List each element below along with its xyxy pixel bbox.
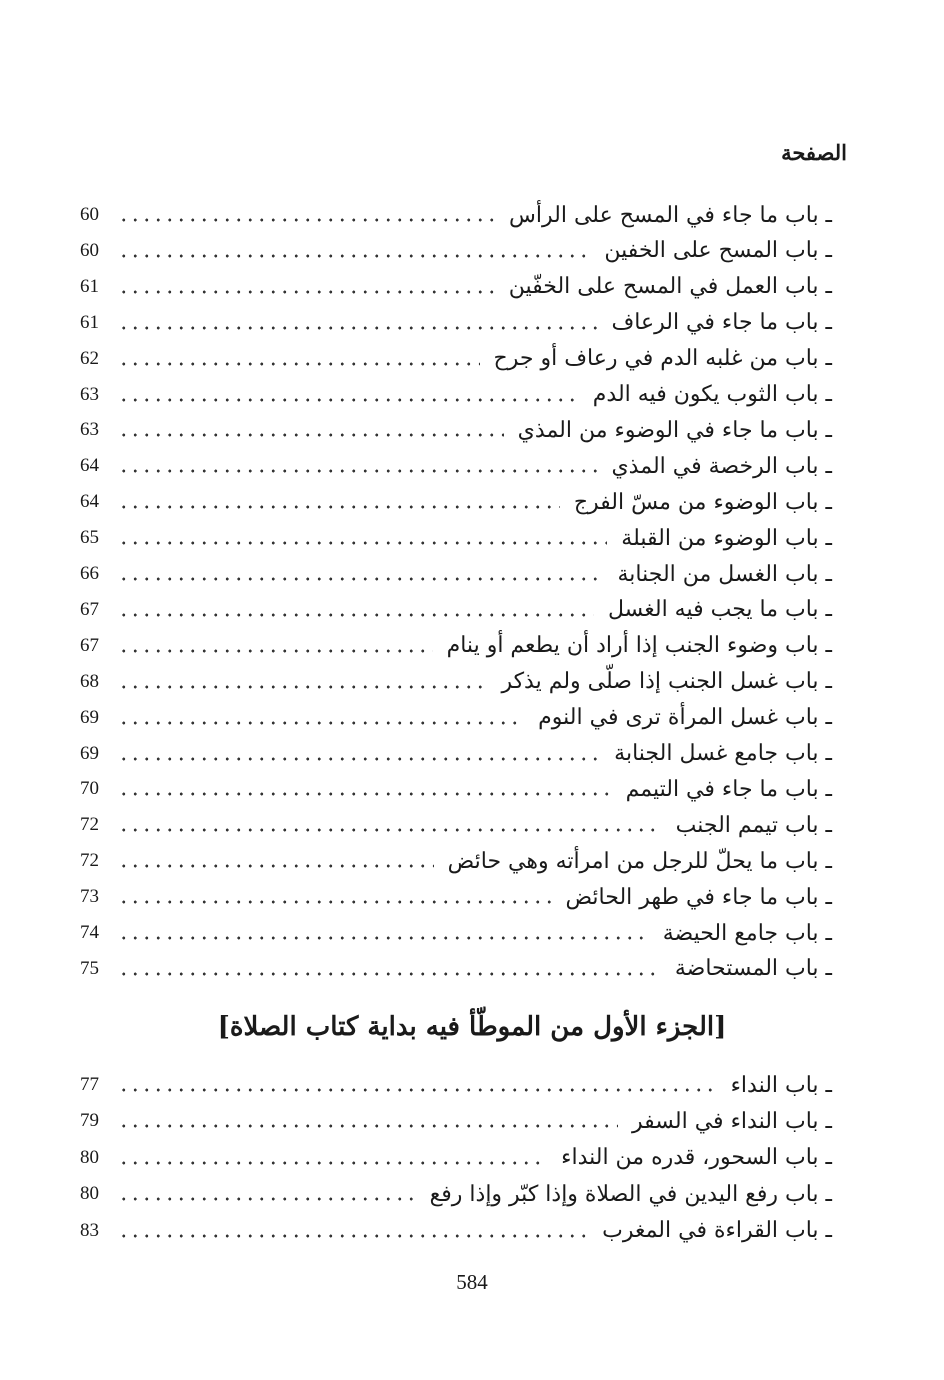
toc-entry bbox=[80, 952, 832, 986]
toc-entry-page-number: 64 bbox=[80, 455, 99, 477]
toc-entry-page-number: 65 bbox=[80, 527, 99, 549]
toc-entry bbox=[80, 1068, 832, 1102]
dot-leader bbox=[118, 577, 604, 581]
toc-entry bbox=[80, 413, 832, 447]
toc-entry bbox=[80, 1177, 832, 1211]
toc-entry-title: ـ باب العمل في المسح على الخفّين bbox=[508, 274, 832, 300]
toc-entry bbox=[80, 665, 832, 699]
toc-entry-title: ـ باب الرخصة في المذي bbox=[611, 453, 832, 479]
toc-entry bbox=[80, 306, 832, 340]
dot-leader bbox=[118, 433, 504, 437]
dot-leader bbox=[118, 757, 600, 761]
dot-leader bbox=[118, 541, 607, 545]
toc-entry-title: ـ باب ما جاء في المسح على الرأس bbox=[509, 202, 832, 228]
toc-entry bbox=[80, 270, 832, 304]
dot-leader bbox=[118, 936, 649, 940]
toc-entry-page-number: 67 bbox=[80, 634, 99, 656]
dot-leader bbox=[118, 792, 612, 796]
toc-entry-page-number: 73 bbox=[80, 886, 99, 908]
dot-leader bbox=[118, 1234, 588, 1238]
toc-entry bbox=[80, 772, 832, 806]
folio-page-number: 584 bbox=[456, 1270, 488, 1294]
toc-entry bbox=[80, 629, 832, 663]
toc-entry-page-number: 64 bbox=[80, 491, 99, 513]
toc-entry-page-number: 69 bbox=[80, 742, 99, 764]
toc-entry-title: ـ باب القراءة في المغرب bbox=[602, 1218, 832, 1244]
dot-leader bbox=[118, 1197, 416, 1201]
toc-entry bbox=[80, 1104, 832, 1138]
toc-entry-title: ـ باب النداء bbox=[730, 1072, 832, 1098]
toc-entry bbox=[80, 808, 832, 842]
toc-entry bbox=[80, 880, 832, 914]
toc-entry-page-number: 75 bbox=[80, 957, 99, 979]
toc-entry bbox=[80, 521, 832, 555]
toc-entry bbox=[80, 916, 832, 950]
dot-leader bbox=[118, 828, 662, 832]
toc-entry-page-number: 74 bbox=[80, 922, 99, 943]
toc-entry-page-number: 80 bbox=[80, 1146, 99, 1168]
toc-entry-title: ـ باب تيمم الجنب bbox=[675, 812, 832, 838]
toc-entry bbox=[80, 557, 832, 591]
dot-leader bbox=[118, 972, 661, 976]
toc-entry-title: ـ باب رفع اليدين في الصلاة وإذا كبّر وإذا رفع bbox=[429, 1181, 832, 1207]
toc-entry-title: ـ باب الوضوء من مسّ الفرج bbox=[573, 489, 832, 515]
dot-leader bbox=[118, 685, 487, 689]
toc-entry-title: ـ باب النداء في السفر bbox=[632, 1108, 832, 1134]
toc-entry-title: ـ باب جامع غسل الجنابة bbox=[614, 741, 832, 766]
dot-leader bbox=[118, 864, 434, 868]
toc-entry bbox=[80, 701, 832, 735]
toc-entry-page-number: 77 bbox=[80, 1074, 99, 1095]
toc-entry-page-number: 79 bbox=[80, 1110, 99, 1132]
toc-entry bbox=[80, 342, 832, 376]
page-column-label: الصفحة bbox=[781, 140, 847, 165]
toc-entry bbox=[80, 844, 832, 878]
toc-entry-title: ـ باب جامع الحيضة bbox=[662, 920, 832, 946]
dot-leader bbox=[118, 613, 594, 617]
toc-entry-page-number: 69 bbox=[80, 706, 99, 728]
toc-entry-page-number: 68 bbox=[80, 670, 99, 692]
dot-leader bbox=[118, 218, 495, 222]
dot-leader bbox=[118, 721, 524, 725]
toc-entry-title: ـ باب ما يجب فيه الغسل bbox=[607, 597, 832, 623]
toc-entry-page-number: 67 bbox=[80, 598, 99, 620]
toc-entry-page-number: 62 bbox=[80, 347, 99, 369]
toc-entry-page-number: 60 bbox=[80, 239, 99, 261]
toc-entry-title: ـ باب المسح على الخفين bbox=[604, 238, 832, 264]
toc-entry-title: ـ باب ما يحلّ للرجل من امرأته وهي حائض bbox=[447, 848, 832, 874]
dot-leader bbox=[118, 1124, 618, 1128]
toc-entry bbox=[80, 234, 832, 268]
toc-entry-page-number: 72 bbox=[80, 814, 99, 836]
dot-leader bbox=[118, 290, 495, 294]
toc-entry-page-number: 72 bbox=[80, 850, 99, 872]
toc-entry-title: ـ باب ما جاء في طهر الحائض bbox=[565, 884, 832, 910]
toc-entry-page-number: 63 bbox=[80, 419, 99, 441]
dot-leader bbox=[118, 398, 579, 402]
toc-entry-page-number: 80 bbox=[80, 1183, 99, 1205]
dot-leader bbox=[118, 900, 551, 904]
toc-entry-title: ـ باب الثوب يكون فيه الدم bbox=[592, 382, 832, 407]
toc-entry bbox=[80, 593, 832, 627]
toc-entry bbox=[80, 1214, 832, 1248]
toc-entry-title: ـ باب ما جاء في الرعاف bbox=[611, 310, 832, 336]
dot-leader bbox=[118, 505, 560, 509]
toc-entry-page-number: 66 bbox=[80, 563, 99, 584]
dot-leader bbox=[118, 362, 480, 366]
toc-entry-title: ـ باب وضوء الجنب إذا أراد أن يطعم أو ينام bbox=[446, 633, 832, 659]
toc-entry-title: ـ باب الغسل من الجنابة bbox=[617, 561, 832, 587]
toc-entry-title: ـ باب غسل الجنب إذا صلّى ولم يذكر bbox=[501, 669, 832, 695]
dot-leader bbox=[118, 326, 597, 330]
toc-entry-title: ـ باب المستحاضة bbox=[674, 956, 832, 982]
toc-entry-title: ـ باب الوضوء من القبلة bbox=[621, 525, 832, 551]
dot-leader bbox=[118, 649, 433, 653]
toc-entry bbox=[80, 1141, 832, 1175]
toc-entry-title: ـ باب من غلبه الدم في رعاف أو جرح bbox=[493, 346, 832, 372]
toc-entry bbox=[80, 485, 832, 519]
section-heading: [الجزء الأول من الموطّأ فيه بداية كتاب الصلاة] bbox=[217, 1012, 727, 1042]
toc-entry-page-number: 61 bbox=[80, 275, 99, 297]
toc-entry-page-number: 61 bbox=[80, 311, 99, 333]
toc-entry-title: ـ باب ما جاء في الوضوء من المذي bbox=[517, 417, 832, 443]
dot-leader bbox=[118, 254, 590, 258]
toc-entry-page-number: 83 bbox=[80, 1219, 99, 1241]
toc-entry-page-number: 63 bbox=[80, 383, 99, 405]
toc-entry bbox=[80, 198, 832, 232]
toc-entry bbox=[80, 737, 832, 771]
dot-leader bbox=[118, 1088, 717, 1092]
dot-leader bbox=[118, 469, 597, 473]
toc-entry-title: ـ باب السحور، قدره من النداء bbox=[561, 1145, 832, 1171]
toc-entry-title: ـ باب ما جاء في التيمم bbox=[625, 776, 832, 802]
dot-leader bbox=[118, 1161, 547, 1165]
toc-entry-page-number: 60 bbox=[80, 204, 99, 225]
toc-entry bbox=[80, 378, 832, 412]
toc-entry-title: ـ باب غسل المرأة ترى في النوم bbox=[538, 705, 832, 731]
toc-entry-page-number: 70 bbox=[80, 778, 99, 800]
toc-entry bbox=[80, 449, 832, 483]
